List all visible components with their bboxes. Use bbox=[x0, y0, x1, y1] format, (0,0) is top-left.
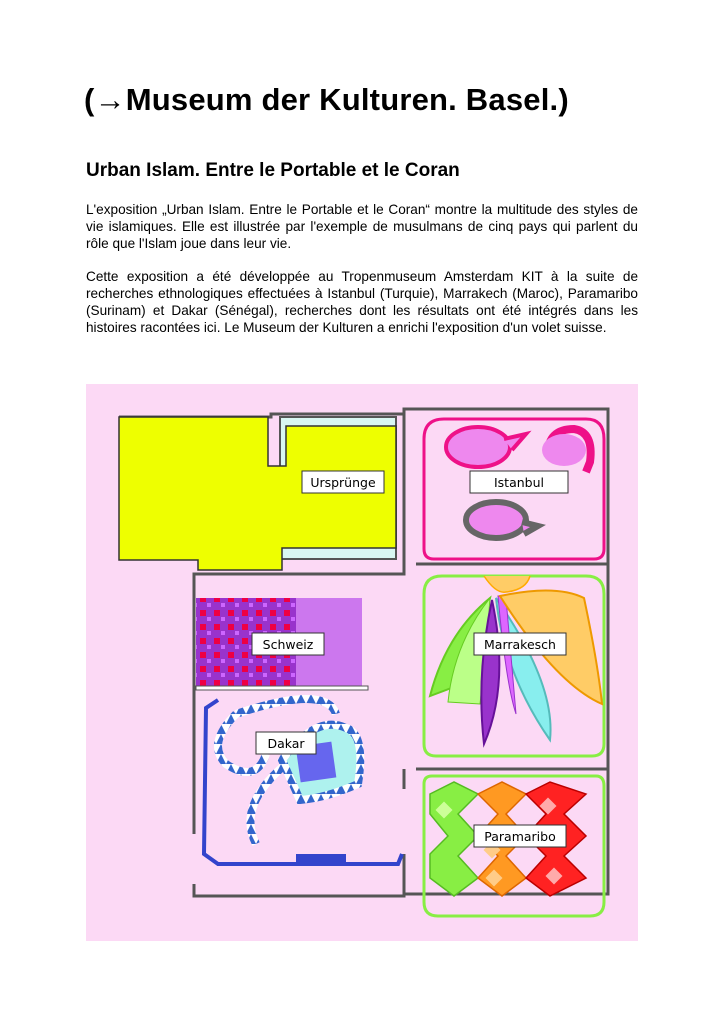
floor-plan bbox=[86, 384, 638, 941]
label-istanbul bbox=[470, 471, 568, 493]
label-marrakesch bbox=[474, 633, 566, 655]
article-title: Urban Islam. Entre le Portable et le Coran bbox=[86, 160, 460, 181]
label-paramaribo-text: Paramaribo bbox=[484, 829, 556, 844]
museum-logo: (→Museum der Kulturen. Basel.) bbox=[84, 82, 569, 117]
intro-paragraph: L'exposition „Urban Islam. Entre le Portable et le Coran“ montre la multitude des styles de vie islamiques. Elle est illustrée par l'exemple de musulmans de cinq pays qui parlent du rôle que l'Islam joue dans leur vie. bbox=[86, 202, 638, 251]
label-dakar bbox=[256, 732, 316, 754]
label-istanbul-text: Istanbul bbox=[493, 475, 545, 490]
label-schweiz-text: Schweiz bbox=[262, 637, 314, 652]
label-urspruenge-text: Ursprünge bbox=[310, 475, 376, 490]
label-schweiz bbox=[252, 633, 324, 655]
label-marrakesch-text: Marrakesch bbox=[484, 637, 556, 652]
label-paramaribo bbox=[474, 825, 566, 847]
label-dakar-text: Dakar bbox=[267, 736, 305, 751]
label-urspruenge bbox=[302, 471, 384, 493]
background-paragraph: Cette exposition a été développée au Tropenmuseum Amsterdam KIT à la suite de recherches ethnologiques effectuées à Istanbul (Turquie), Marrakech (Maroc), Paramaribo (Surinam) et Dakar (Sénégal), recherches dont les résultats ont été intégrés dans les histoires racontées ici. Le Museum der Kulturen a enrichi l'exposition d'un volet suisse. bbox=[86, 269, 638, 335]
